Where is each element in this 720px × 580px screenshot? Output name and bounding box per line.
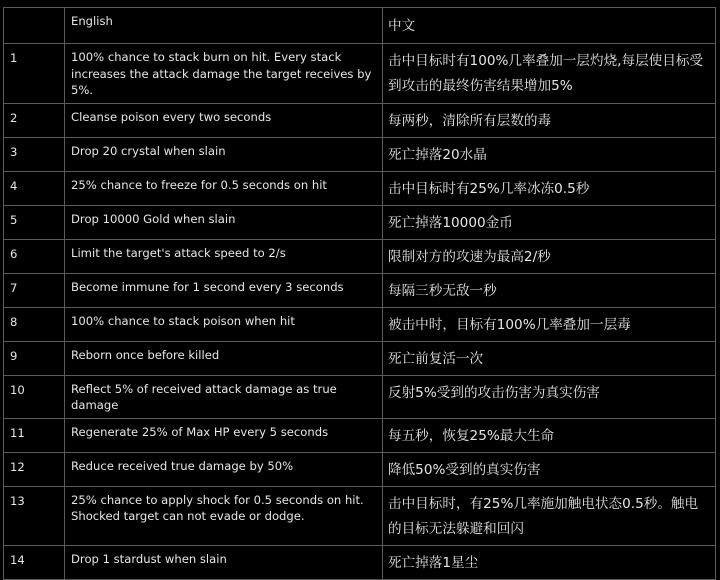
chinese-text: 死亡掉落10000金币 bbox=[383, 205, 716, 239]
english-text: 100% chance to stack poison when hit bbox=[65, 307, 383, 341]
header-num-cell bbox=[4, 8, 65, 44]
english-text: Limit the target's attack speed to 2/s bbox=[65, 239, 383, 273]
english-text: Reduce received true damage by 50% bbox=[65, 452, 383, 486]
table-row bbox=[4, 452, 716, 486]
table-row bbox=[4, 486, 716, 545]
english-text: Reflect 5% of received attack damage as true damage bbox=[65, 375, 383, 418]
chinese-text: 每五秒，恢复25%最大生命 bbox=[383, 418, 716, 452]
chinese-text: 反射5%受到的攻击伤害为真实伤害 bbox=[383, 375, 716, 418]
chinese-text: 降低50%受到的真实伤害 bbox=[383, 452, 716, 486]
row-number: 2 bbox=[4, 103, 65, 137]
header-chinese-cell: 中文 bbox=[383, 8, 716, 44]
row-number: 10 bbox=[4, 375, 65, 418]
row-number: 12 bbox=[4, 452, 65, 486]
table-row bbox=[4, 137, 716, 171]
row-number: 6 bbox=[4, 239, 65, 273]
row-number: 4 bbox=[4, 171, 65, 205]
chinese-text: 被击中时，目标有100%几率叠加一层毒 bbox=[383, 307, 716, 341]
header-english-cell: English bbox=[65, 8, 383, 44]
row-number: 13 bbox=[4, 486, 65, 545]
table-row bbox=[4, 239, 716, 273]
english-text: Drop 20 crystal when slain bbox=[65, 137, 383, 171]
chinese-text: 死亡掉落20水晶 bbox=[383, 137, 716, 171]
table-row bbox=[4, 44, 716, 104]
chinese-text: 每隔三秒无敌一秒 bbox=[383, 273, 716, 307]
english-text: 100% chance to stack burn on hit. Every stack increases the attack damage the target receives by 5%. bbox=[65, 44, 383, 104]
english-text: 25% chance to freeze for 0.5 seconds on hit bbox=[65, 171, 383, 205]
translation-table bbox=[3, 7, 716, 580]
row-number: 14 bbox=[4, 545, 65, 579]
english-text: Become immune for 1 second every 3 seconds bbox=[65, 273, 383, 307]
chinese-text: 死亡前复活一次 bbox=[383, 341, 716, 375]
table-row bbox=[4, 307, 716, 341]
table-row bbox=[4, 171, 716, 205]
table-row bbox=[4, 375, 716, 418]
chinese-text: 死亡掉落1星尘 bbox=[383, 545, 716, 579]
chinese-text: 击中目标时有25%几率冰冻0.5秒 bbox=[383, 171, 716, 205]
english-text: Reborn once before killed bbox=[65, 341, 383, 375]
chinese-text: 击中目标时，有25%几率施加触电状态0.5秒。触电的目标无法躲避和回闪 bbox=[383, 486, 716, 545]
row-number: 7 bbox=[4, 273, 65, 307]
row-number: 11 bbox=[4, 418, 65, 452]
table-row bbox=[4, 341, 716, 375]
english-text: 25% chance to apply shock for 0.5 seconds on hit. Shocked target can not evade or dodge. bbox=[65, 486, 383, 545]
row-number: 1 bbox=[4, 44, 65, 104]
row-number: 8 bbox=[4, 307, 65, 341]
row-number: 5 bbox=[4, 205, 65, 239]
chinese-text: 击中目标时有100%几率叠加一层灼烧,每层使目标受到攻击的最终伤害结果增加5% bbox=[383, 44, 716, 104]
table-header-row bbox=[4, 8, 716, 44]
row-number: 9 bbox=[4, 341, 65, 375]
chinese-text: 每两秒，清除所有层数的毒 bbox=[383, 103, 716, 137]
table-row bbox=[4, 103, 716, 137]
english-text: Regenerate 25% of Max HP every 5 seconds bbox=[65, 418, 383, 452]
table-row bbox=[4, 273, 716, 307]
table-row bbox=[4, 545, 716, 579]
chinese-text: 限制对方的攻速为最高2/秒 bbox=[383, 239, 716, 273]
table-row bbox=[4, 418, 716, 452]
row-number: 3 bbox=[4, 137, 65, 171]
english-text: Drop 10000 Gold when slain bbox=[65, 205, 383, 239]
english-text: Cleanse poison every two seconds bbox=[65, 103, 383, 137]
english-text: Drop 1 stardust when slain bbox=[65, 545, 383, 579]
table-row bbox=[4, 205, 716, 239]
